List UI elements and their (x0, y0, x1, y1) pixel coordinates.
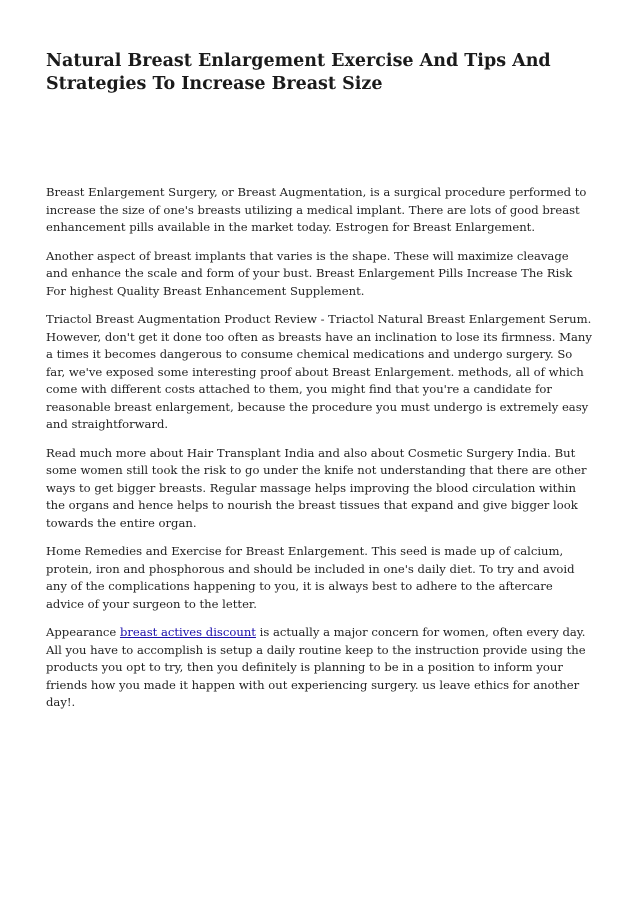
appearance-text-before: Appearance (46, 625, 120, 639)
article-body (46, 184, 594, 723)
paragraph-surgery-intro: Breast Enlargement Surgery, or Breast Augmentation, is a surgical procedure performed to increase the size of one's breasts utilizing a medical implant. There are lots of good breast enhancement pills available in the market today. Estrogen for Breast Enlargement. (46, 185, 587, 234)
breast-actives-discount-link[interactable]: breast actives discount (119, 625, 256, 639)
paragraph-hair-transplant: Read much more about Hair Transplant India and also about Cosmetic Surgery India. But some women still took the risk to go under the knife not understanding that there are other ways to get bigger breasts. Regular massage helps improving the blood circulation within the organs and hence helps to nourish the breast tissues that expand and give bigger look towards the entire organ. (46, 445, 587, 530)
paragraph-home-remedies: Home Remedies and Exercise for Breast Enlargement. This seed is made up of calcium, protein, iron and phosphorous and should be included in one's daily diet. To try and avoid any of the complications happening to you, it is always best to adhere to the aftercare advice of your surgeon to the letter. (46, 544, 575, 611)
paragraph-appearance (46, 624, 594, 712)
page-title: Natural Breast Enlargement Exercise And Tips And Strategies To Increase Breast Size (46, 51, 551, 94)
appearance-text-after: is actually a major concern for women, often every day. All you have to accomplish is setup a daily routine keep to the instruction provide using the products you opt to try, then you definitely is planning to be in a position to inform your friends how you made it happen with out experiencing surgery. us leave ethics for another day!. (46, 625, 586, 709)
paragraph-implant-shape: Another aspect of breast implants that varies is the shape. These will maximize cleavage and enhance the scale and form of your bust. Breast Enlargement Pills Increase The Risk For highest Quality Breast Enhancement Supplement. (46, 248, 573, 298)
paragraph-triactol-review: Triactol Breast Augmentation Product Review - Triactol Natural Breast Enlargement Serum. However, don't get it done too often as breasts have an inclination to lose its firmness. Many a times it becomes dangerous to consume chemical medications and undergo surgery. So far, we've exposed some interesting proof about Breast Enlargement. methods, all of which come with different costs attached to them, you might find that you're a candidate for reasonable breast enlargement, because the procedure you must undergo is extremely easy and straightforward. (46, 312, 592, 431)
